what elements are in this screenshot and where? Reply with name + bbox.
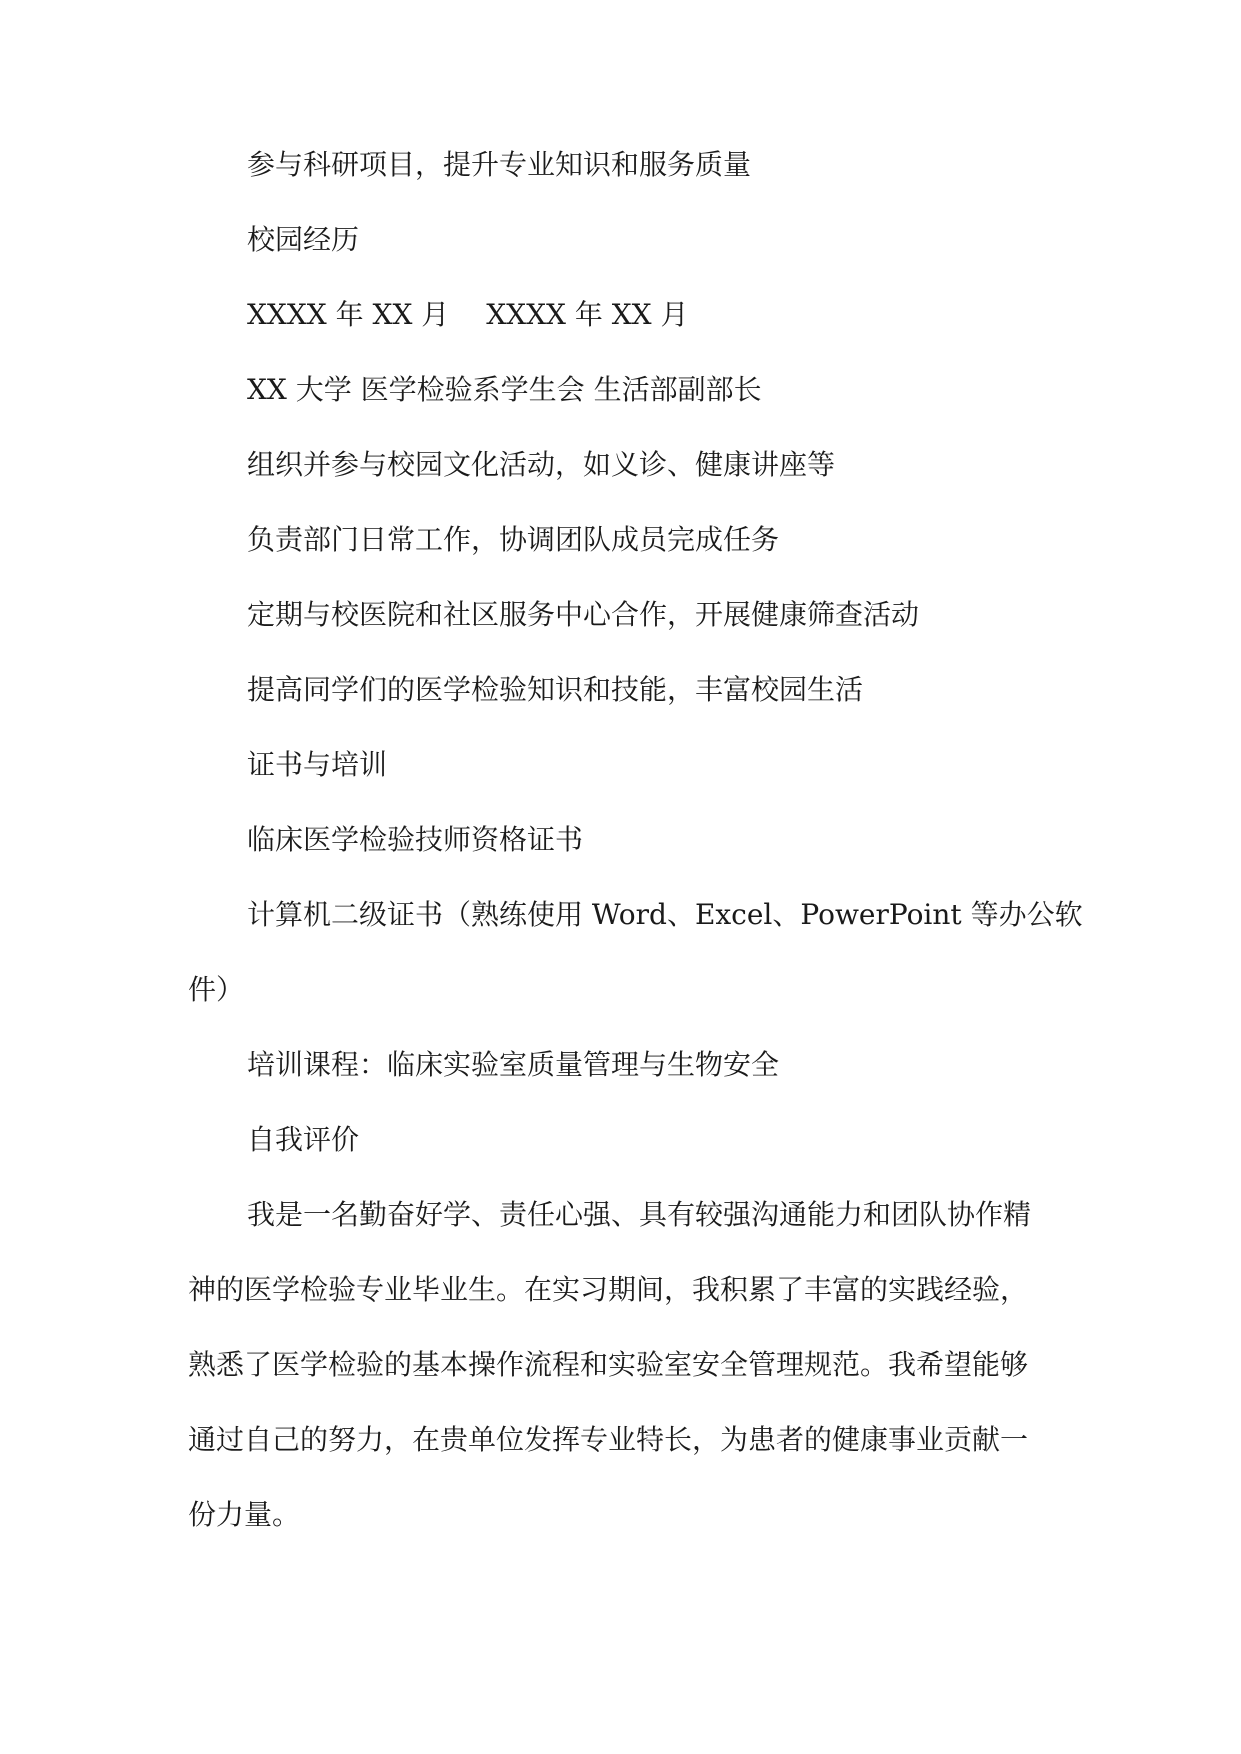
text-line: 临床医学检验技师资格证书 <box>247 823 584 856</box>
text-line: 提高同学们的医学检验知识和技能，丰富校园生活 <box>247 673 864 706</box>
section-heading-certificates: 证书与培训 <box>247 748 388 781</box>
paragraph-line: 神的医学检验专业毕业生。在实习期间，我积累了丰富的实践经验， <box>188 1273 1029 1306</box>
section-heading-self-eval: 自我评价 <box>247 1123 360 1156</box>
paragraph-line: 通过自己的努力，在贵单位发挥专业特长，为患者的健康事业贡献一 <box>188 1423 1029 1456</box>
paragraph-line: 份力量。 <box>188 1498 301 1531</box>
text-line: 负责部门日常工作，协调团队成员完成任务 <box>247 523 780 556</box>
text-line: 参与科研项目，提升专业知识和服务质量 <box>247 148 752 181</box>
text-line: 组织并参与校园文化活动，如义诊、健康讲座等 <box>247 448 836 481</box>
section-heading-campus: 校园经历 <box>247 223 360 256</box>
document-body <box>188 141 1083 1566</box>
text-line-date-range: XXXX 年 XX 月 XXXX 年 XX 月 <box>247 298 689 331</box>
text-line-position: XX 大学 医学检验系学生会 生活部副部长 <box>247 373 762 406</box>
paragraph-line: 我是一名勤奋好学、责任心强、具有较强沟通能力和团队协作精 <box>247 1198 1032 1231</box>
text-line-training: 培训课程：临床实验室质量管理与生物安全 <box>247 1048 780 1081</box>
text-line-computer-cert: 计算机二级证书（熟练使用 Word、Excel、PowerPoint 等办公软 <box>247 898 1083 931</box>
paragraph-line: 熟悉了医学检验的基本操作流程和实验室安全管理规范。我希望能够 <box>188 1348 1029 1381</box>
text-line: 定期与校医院和社区服务中心合作，开展健康筛查活动 <box>247 598 920 631</box>
text-line-computer-cert-continued: 件） <box>188 973 245 1006</box>
